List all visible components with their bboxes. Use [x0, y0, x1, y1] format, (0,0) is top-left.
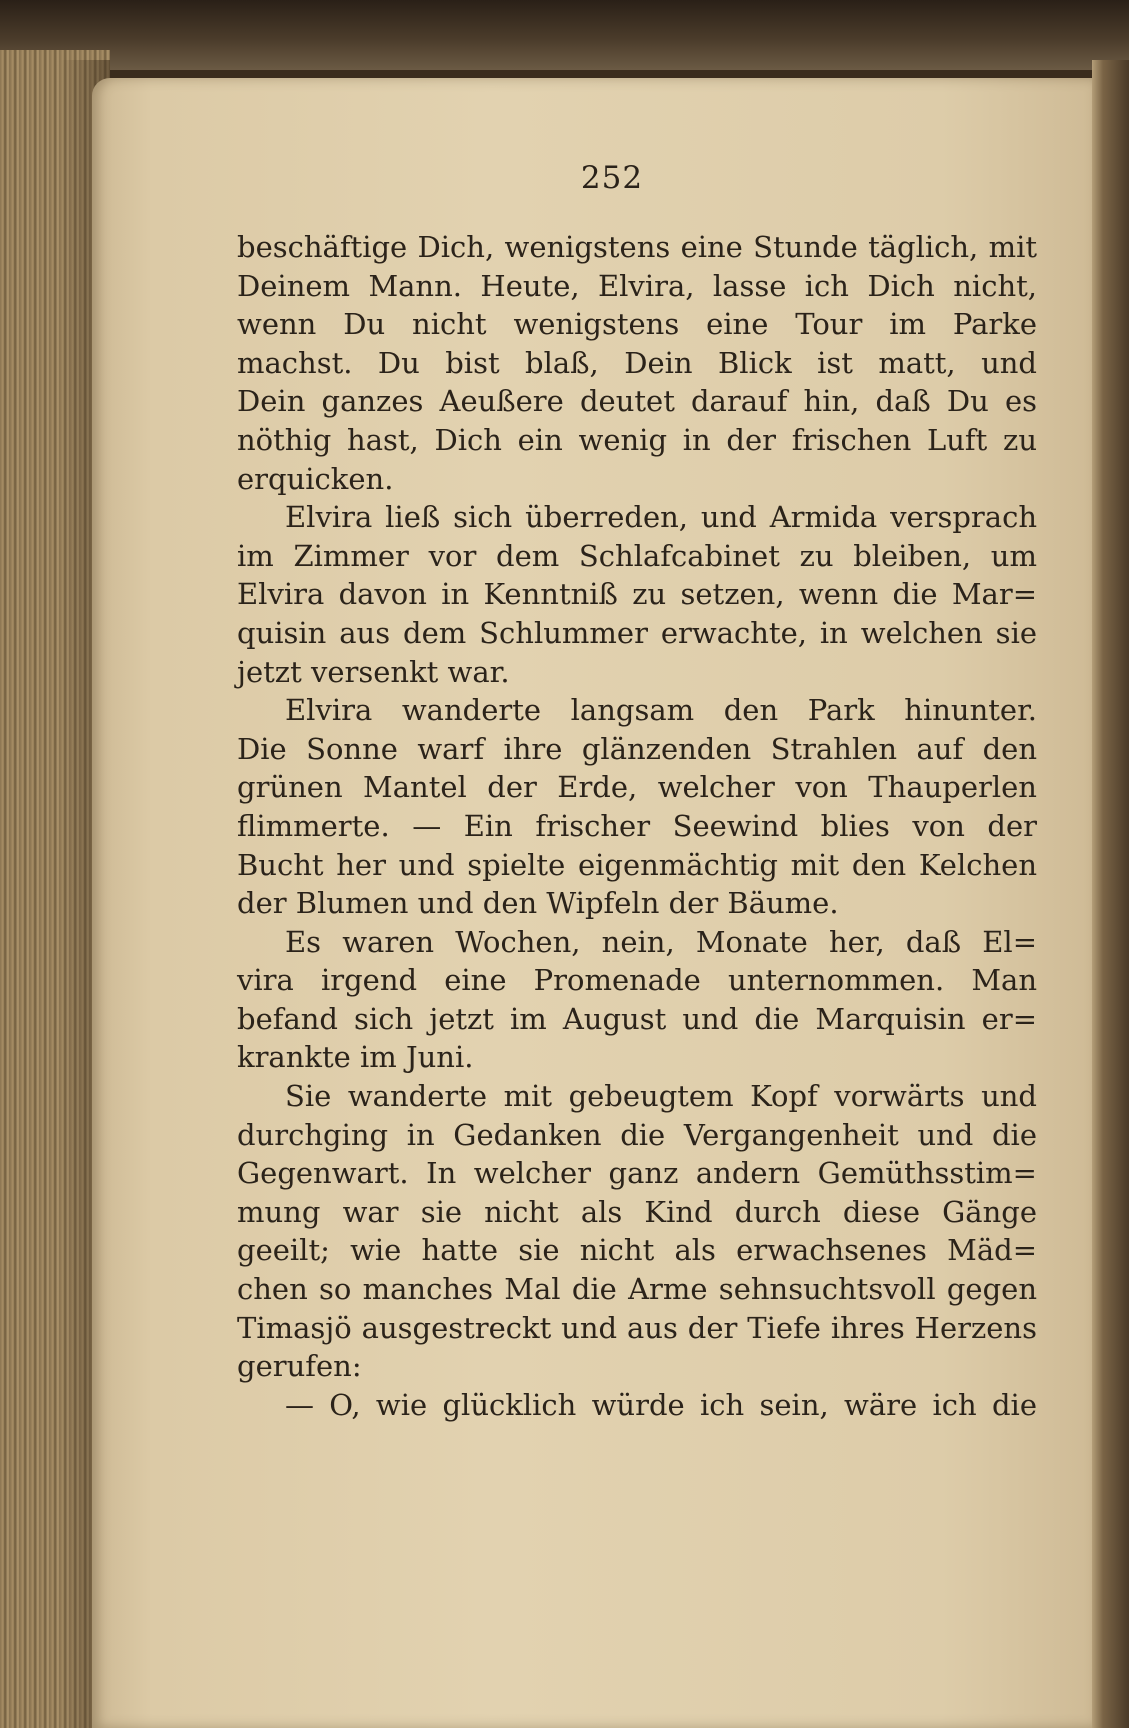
text-line: Dein ganzes Aeußere deutet darauf hin, daß Du es	[237, 384, 1037, 419]
text-line: Elvira wanderte langsam den Park hinunter.	[285, 693, 1037, 728]
text-line: Es waren Wochen, nein, Monate her, daß El=	[285, 924, 1037, 959]
page-number: 252	[580, 160, 644, 196]
text-line: Deinem Mann. Heute, Elvira, lasse ich Dich nicht,	[237, 268, 1037, 303]
text-line: der Blumen und den Wipfeln der Bäume.	[237, 886, 839, 921]
text-line: grünen Mantel der Erde, welcher von Thauperlen	[237, 770, 1037, 805]
book-binding-top	[0, 0, 1129, 70]
text-line: erquicken.	[237, 461, 394, 496]
text-line: quisin aus dem Schlummer erwachte, in welchen sie	[237, 615, 1037, 650]
text-line: gerufen:	[237, 1349, 362, 1384]
text-line: vira irgend eine Promenade unternommen. Man	[237, 963, 1037, 998]
text-line: jetzt versenkt war.	[237, 654, 510, 689]
text-line: — O, wie glücklich würde ich sein, wäre ich die	[285, 1387, 1037, 1422]
text-line: befand sich jetzt im August und die Marquisin er=	[237, 1001, 1037, 1036]
text-line: nöthig hast, Dich ein wenig in der frischen Luft zu	[237, 422, 1037, 457]
book-right-edge	[1092, 60, 1129, 1728]
text-line: Bucht her und spielte eigenmächtig mit den Kelchen	[237, 847, 1037, 882]
text-line: krankte im Juni.	[237, 1040, 474, 1075]
text-line: im Zimmer vor dem Schlafcabinet zu bleiben, um	[237, 538, 1037, 573]
text-line: Die Sonne warf ihre glänzenden Strahlen auf den	[237, 731, 1037, 766]
text-line: Sie wanderte mit gebeugtem Kopf vorwärts und	[285, 1079, 1037, 1114]
text-line: Timasjö ausgestreckt und aus der Tiefe ihres Herzens	[237, 1310, 1037, 1345]
text-line: beschäftige Dich, wenigstens eine Stunde täglich, mit	[237, 230, 1037, 264]
body-text	[237, 228, 1037, 1424]
text-line: Elvira davon in Kenntniß zu setzen, wenn die Mar=	[237, 577, 1037, 612]
text-line: machst. Du bist blaß, Dein Blick ist matt, und	[237, 345, 1037, 380]
text-line: Elvira ließ sich überreden, und Armida versprach	[285, 500, 1037, 535]
text-line: flimmerte. — Ein frischer Seewind blies von der	[237, 808, 1037, 843]
text-line: mung war sie nicht als Kind durch diese Gänge	[237, 1194, 1037, 1229]
text-line: chen so manches Mal die Arme sehnsuchtsvoll gegen	[237, 1272, 1037, 1307]
text-line: geeilt; wie hatte sie nicht als erwachsenes Mäd=	[237, 1233, 1037, 1268]
text-line: wenn Du nicht wenigstens eine Tour im Parke	[237, 307, 1037, 342]
text-line: Gegenwart. In welcher ganz andern Gemüthsstim=	[237, 1156, 1037, 1191]
text-line: durchging in Gedanken die Vergangenheit und die	[237, 1117, 1037, 1152]
book-page	[92, 78, 1092, 1728]
